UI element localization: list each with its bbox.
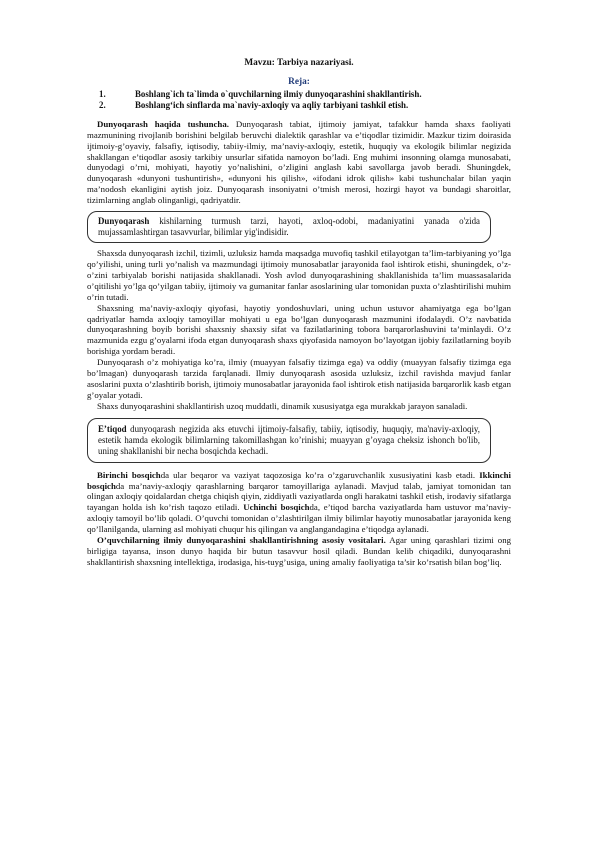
- plan-heading: Reja:: [288, 76, 310, 87]
- plan-item: [87, 89, 511, 100]
- box-term: Dunyoqarash: [98, 216, 150, 227]
- box-text: dunyoqarash negizida aks etuvchi ijtimoiy-falsafiy, tabiiy, iqtisodiy, huquqiy, ma'naviy-axloqiy, estetik hamda ekologik bilimlarning takomillashgan ko’rinishi; muayyan g’oyaga cheksiz ishonch bo'lib, uning shakllanishi bir necha bosqichda kechadi.: [98, 423, 480, 456]
- plan-item-text: Boshlang‘ich sinflarda ma`naviy-axloqiy va aqliy tarbiyani tashkil etish.: [135, 99, 409, 110]
- page-title: Mavzu: Tarbiya nazariyasi.: [244, 58, 354, 68]
- paragraph: Shaxs dunyoqarashini shakllantirish uzoq muddatli, dinamik xususiyatga ega murakkab jarayon sanaladi.: [97, 400, 468, 411]
- stage-term: Uchinchi bosqich: [243, 502, 310, 513]
- paragraph-text: Agar uning qarashlari tizimi ong birligiga tayansa, inson dunyo haqida bir butun tasavvur hosil qiladi. Bundan kelib chiqadiki, dunyoqarashni shakllantirish shaxsning intellektiga, irodasiga, his-tuyg’usiga, uning amaliy faoliyatiga ta’sir ko’rsatish bilan bog’liq.: [87, 535, 511, 567]
- paragraph-lead: Dunyoqarash haqida tushuncha.: [97, 118, 229, 129]
- plan-list: [87, 89, 511, 111]
- paragraph-tools: [87, 535, 511, 568]
- stage-term: Birinchi bosqich: [97, 469, 161, 480]
- paragraph: Shaxsda dunyoqarash izchil, tizimli, uzluksiz hamda maqsadga muvofiq tashkil etilayotgan ta’lim-tarbiyaning yo’lga qo’yilishi, uning turli yo’nalish va mazmundagi ijtimoiy munosabatlar jarayonida faol ishtirok etishi, shuningdek, o’z-o’zini tarbiyalab borishi natijasida shakllanadi. Yosh avlod dunyoqarashining shakllanishida ta’lim muassasalarida o’qitilishi yo’lga qo’yilgan tabiiy, ijtimoiy va gumanitar fanlar asoslarining ular tomonidan puxta o’zlashtirilishi muhim o’rin tutadi.: [87, 248, 511, 302]
- paragraph-text: da ma’naviy-axloqiy qarashlarning barqaror tamoyillariga aylanadi. Mavjud talab, jamiyat tomonidan tan olingan axloqiy qoidalardan chetga chiqish qiyin, ziddiyatli vaziyatlarda ongli harakatni tashkil etish, irodaviy sifatlarga tayangan holda ish ko’rish taqozo etiladi.: [87, 480, 511, 513]
- paragraph-text: da ular beqaror va vaziyat taqozosiga ko’ra o’zgaruvchanlik xususiyatini kasb etadi.: [160, 469, 480, 480]
- document-page: [87, 58, 511, 568]
- paragraph: Dunyoqarash o’z mohiyatiga ko’ra, ilmiy (muayyan falsafiy tizimga ega) va oddiy (muayyan falsafiy tizimga ega bo’lmagan) dunyoqarash tarzida farqlanadi. Ilmiy dunyoqarash asosida uzluksiz, izchil ravishda mavjud fanlar asoslarini puxta o’zlashtirib borish, ijtimoiy munosabatlar jarayonida faol ishtirok etish natijasida barqarorlik kasb etgan g’oyalar yotadi.: [87, 357, 511, 400]
- plan-item-number: 2.: [99, 99, 106, 110]
- paragraph-lead: O’quvchilarning ilmiy dunyoqarashini shakllantirishning asosiy vositalari.: [97, 535, 386, 546]
- box-term: E’tiqod: [98, 423, 127, 434]
- definition-box-etiqod: [87, 418, 491, 463]
- stage-term: Ikkinchi bosqich: [87, 469, 511, 491]
- paragraph-definition: [87, 119, 511, 206]
- paragraph-text: da, e’tiqod barcha vaziyatlarda ham ustuvor ma’naviy-axloqiy tamoyil bo’lib qoladi. O’quvchi tomonidan o’zlashtirilgan ilmiy bilimlar hayotiy munosabatlar jarayonida keng qo’llanilganda, ularning asl mohiyati chuqur his qilingan va anglangandagina e’tiqodga aylanadi.: [87, 502, 512, 535]
- box-text: kishilarning turmush tarzi, hayoti, axloq-odobi, madaniyatini yanada o'zida mujassamlashtirgan tasavvurlar, bilimlar yig'indisidir.: [98, 216, 480, 238]
- plan-item-number: 1.: [99, 88, 106, 99]
- paragraph-text: Dunyoqarash tabiat, ijtimoiy jamiyat, tafakkur hamda shaxs faoliyati mazmunining rivojlanib borishini belgilab beruvchi dialektik qarashlar va e’tiqodlar tizimidir. Mazkur tizim doirasida ijtimoiy-g’oyaviy, falsafiy, iqtisodiy, tabiiy-ilmiy, ma’naviy-axloqiy, estetik, huquqiy va ekologik bilimlar negizida shakllangan e’tiqodlar asosiy tarkibiy unsurlar sifatida namoyon bo’ladi. Eng muhimi insonning olamga munosabati, dunyodagi o’rni, mohiyati, hayotiy yo’nalishini, o’zligini anglash kabi savollarga javob beradi. Shuningdek, dunyoqarash «dunyoni tushuntirish», «dunyoni his qilish», «ifodani idrok qilish» kabi tushunchalar bilan yaqin ma’nodosh ekanligini aytish joiz. Dunyoqarash insoniyatni o’tmish merosi, hozirgi hayot va bundagi sharoitlar, tizimlarning anglab olinganligi, qadriyatdir.: [87, 118, 511, 206]
- paragraph: Shaxsning ma’naviy-axloqiy qiyofasi, hayotiy yondoshuvlari, uning uchun ustuvor ahamiyatga ega bo’lgan qadriyatlar hamda axloqiy tamoyillar mohiyati u ega bo’lgan dunyoqarash mazmunini ifodalaydi. O’z navbatida dunyoqarashning boyib borishi shaxsniy shaxsiy sifat va fazilatlarining tobora barqarorlashuvini ta’minlaydi. O’z mazmunida ezgu g’oyalarni ifoda etgan dunyoqarash shaxs qiyofasida namoyon bo’layotgan ijobiy fazilatlarning boyib borishiga yordam beradi.: [87, 302, 511, 357]
- definition-box-dunyoqarash: [87, 211, 491, 243]
- plan-item: [87, 100, 511, 111]
- plan-item-text: Boshlang`ich ta`limda o`quvchilarning ilmiy dunyoqarashini shakllantirish.: [135, 88, 422, 99]
- paragraph-stages: [87, 470, 511, 535]
